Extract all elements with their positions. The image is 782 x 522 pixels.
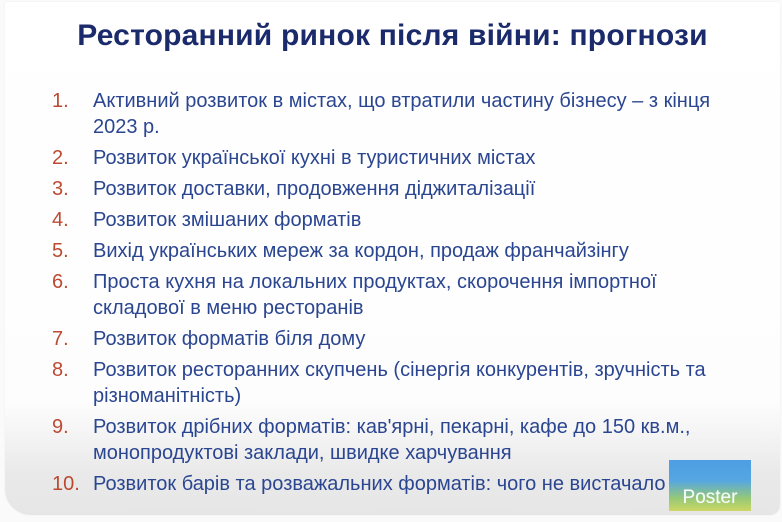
item-text: Розвиток ресторанних скупчень (сінергія конкурентів, зручність та різноманітність) [93,359,706,407]
item-text: Розвиток дрібних форматів: кав'ярні, пекарні, кафе до 150 кв.м., монопродуктові заклади, швидке харчування [93,416,691,464]
poster-logo [669,460,751,511]
item-number: 1. [52,90,69,112]
item-number: 6. [52,271,69,293]
list-item [49,357,752,409]
item-text: Проста кухня на локальних продуктах, скорочення імпортної складової в меню ресторанів [93,271,657,319]
list-item [49,238,752,264]
list-item [49,471,752,497]
list-item [49,207,752,233]
item-number: 7. [52,328,69,350]
poster-logo-label: Poster [682,487,738,508]
list-item [49,176,752,202]
item-number: 4. [52,209,69,231]
item-text: Розвиток доставки, продовження діджиталізації [93,178,536,200]
item-number: 3. [52,178,69,200]
item-number: 8. [52,359,69,381]
item-text: Розвиток української кухні в туристичних містах [93,147,536,169]
item-number: 2. [52,147,69,169]
list-item [49,326,752,352]
item-number: 9. [52,416,69,438]
item-text: Розвиток змішаних форматів [93,209,362,231]
slide-title: Ресторанний ринок після війни: прогнози [77,19,708,52]
item-text: Активний розвиток в містах, що втратили частину бізнесу – з кінця 2023 р. [93,90,711,138]
list-item [49,414,752,466]
list-item [49,88,752,140]
list-item [49,269,752,321]
item-number: 10. [52,473,80,495]
item-number: 5. [52,240,69,262]
forecast-list [5,56,780,497]
slide [5,2,780,515]
list-item [49,145,752,171]
item-text: Розвиток форматів біля дому [93,328,366,350]
item-text: Розвиток барів та розважальних форматів: чого не вистачало [93,473,666,495]
item-text: Вихід українських мереж за кордон, продаж франчайзінгу [93,240,629,262]
